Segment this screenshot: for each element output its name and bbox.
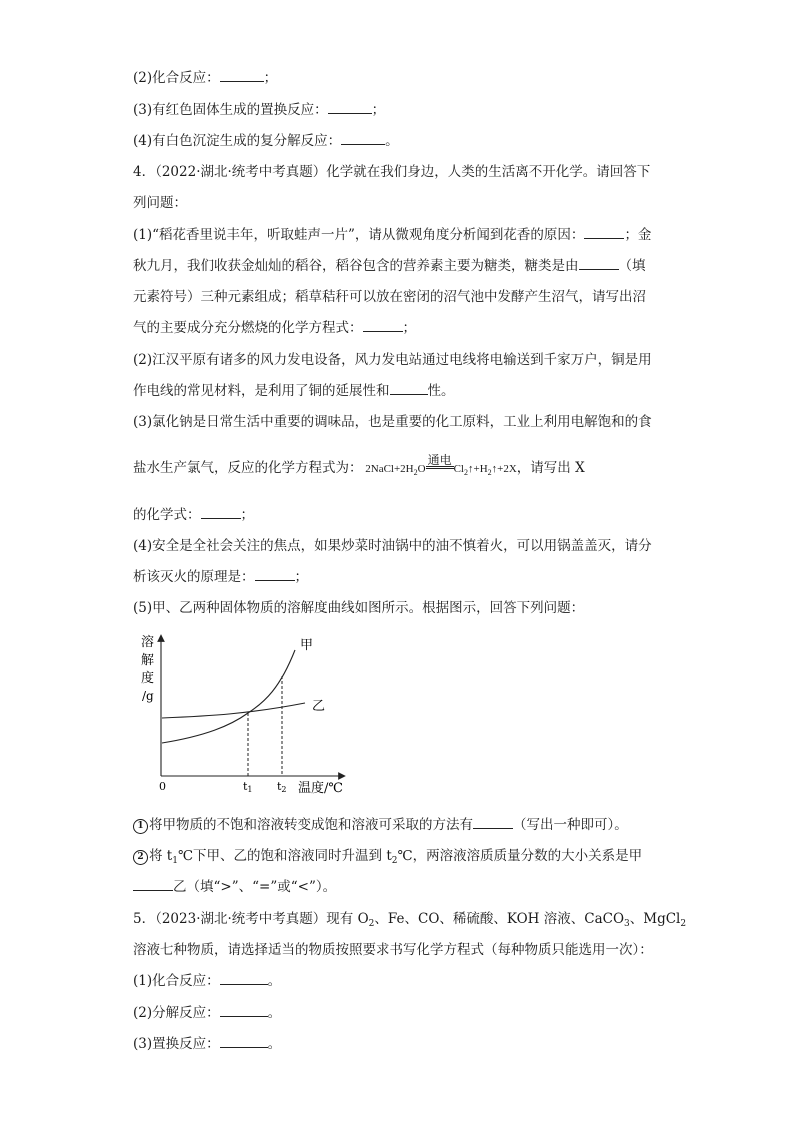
q5-heading-line1: 5．（2023·湖北·统考中考真题）现有 $O_2$、Fe、CO、稀硫酸、KOH 溶液、CaCO$_3$、MgCl$_2$ — [133, 911, 687, 929]
q4-p3-text: 盐水生产氯气，反应的化学方程式为： — [133, 460, 363, 476]
answer-blank[interactable] — [341, 132, 385, 145]
series-jia-curve — [162, 650, 295, 743]
q5-item-2 — [133, 1004, 281, 1022]
q4-p3-tail: ，请写出 X — [516, 460, 585, 476]
y-axis-label-1: 溶 — [141, 635, 155, 650]
q4-sub2-text: ℃下甲、乙的饱和溶液同时升温到 t — [177, 848, 392, 864]
answer-blank[interactable] — [473, 816, 513, 829]
q4-heading-line1: 4．（2022·湖北·统考中考真题）化学就在我们身边，人类的生活离不开化学。请回答下 — [133, 164, 651, 180]
q5-item-1 — [133, 972, 281, 990]
q4-heading-line2: 列问题： — [133, 195, 187, 211]
circle-number-2: 2 — [133, 850, 148, 865]
answer-blank[interactable] — [579, 257, 619, 270]
q4-sub2-line2 — [133, 878, 336, 896]
q4-p4-line1: (4)安全是全社会关注的焦点，如果炒菜时油锅中的油不慎着火，可以用锅盖盖灭，请分 — [133, 538, 652, 554]
q4-sub2: 2 将 $t_1℃$下甲、乙的饱和溶液同时升温到 $t_2℃$，两溶液溶质质量分数的大小关系是甲 — [133, 847, 642, 870]
answer-blank[interactable] — [220, 1004, 268, 1017]
series-yi-curve — [162, 703, 305, 718]
reaction-arrow — [426, 453, 454, 472]
q4-p2-text: 作电线的常见材料，是利用了铜的延展性和 — [133, 383, 390, 399]
q4-p2-tail: 性。 — [427, 383, 455, 399]
q5-item-3-text: (3)置换反应： — [133, 1036, 220, 1052]
q4-p1-tail: （填 — [618, 258, 646, 274]
q5-heading-text: 、MgCl — [629, 911, 681, 927]
answer-blank[interactable] — [255, 568, 295, 581]
q4-p3-line3 — [133, 506, 254, 524]
q4-p1-line1 — [133, 226, 651, 244]
q4-sub2-tail: 乙（填“>”、“=”或“<”）。 — [173, 879, 337, 895]
q4-p2-line2 — [133, 382, 455, 400]
y-axis-label-3: 度 — [141, 671, 155, 686]
answer-blank[interactable] — [328, 101, 372, 114]
q5-item-2-text: (2)分解反应： — [133, 1005, 220, 1021]
y-axis-label-4: /g — [142, 689, 154, 703]
q4-p1-line3: 元素符号）三种元素组成；稻草秸秆可以放在密闭的沼气池中发酵产生沼气，请写出沼 — [133, 289, 646, 305]
semicolon: ； — [371, 102, 386, 118]
semicolon: ； — [263, 70, 278, 86]
q3-item-4-text: (4)有白色沉淀生成的复分解反应： — [133, 133, 342, 149]
q4-sub2-text: 将 t — [149, 848, 173, 864]
series-jia-label: 甲 — [300, 638, 314, 653]
period: 。 — [385, 133, 399, 149]
q4-sub1-tail: （写出一种即可）。 — [513, 817, 628, 833]
t2-tick-label: t2 — [277, 780, 287, 794]
q3-item-2-text: (2)化合反应： — [133, 70, 220, 86]
semicolon: ； — [294, 569, 308, 585]
answer-blank[interactable] — [220, 972, 268, 985]
q4-p3-line1: (3)氯化钠是日常生活中重要的调味品，也是重要的化工原料，工业上利用电解饱和的食 — [133, 414, 652, 430]
q4-p3-text: 的化学式： — [133, 507, 201, 523]
q4-sub1 — [133, 816, 628, 834]
t1-tick-label: t1 — [243, 780, 253, 794]
q5-item-1-text: (1)化合反应： — [133, 973, 220, 989]
answer-blank[interactable] — [363, 319, 403, 332]
semicolon: ； — [240, 507, 254, 523]
answer-blank[interactable] — [584, 226, 624, 239]
period: 。 — [267, 973, 282, 989]
q4-p4-line2 — [133, 568, 308, 586]
q4-sub2-text: ℃，两溶液溶质质量分数的大小关系是甲 — [397, 848, 643, 864]
q4-sub1-text: 将甲物质的不饱和溶液转变成饱和溶液可采取的方法有 — [149, 817, 473, 833]
answer-blank[interactable] — [201, 506, 241, 519]
q4-p1-text: 气的主要成分充分燃烧的化学方程式： — [133, 320, 363, 336]
answer-blank[interactable] — [220, 69, 264, 82]
q4-p1-tail: ；金 — [624, 227, 652, 243]
q4-p1-text: (1)“稻花香里说丰年，听取蛙声一片”，请从微观角度分析闻到花香的原因： — [133, 227, 585, 243]
period: 。 — [267, 1005, 282, 1021]
chemical-equation: $2NaCl+2H_2O$ 通电 $Cl_2↑+H_2↑+2X$ — [362, 453, 517, 477]
q3-item-3 — [133, 101, 385, 119]
answer-blank[interactable] — [220, 1035, 268, 1048]
q4-p4-text: 析该灭火的原理是： — [133, 569, 255, 585]
solubility-chart — [130, 628, 360, 803]
q4-p1-line2 — [133, 257, 646, 275]
q3-item-4 — [133, 132, 399, 150]
circle-number-1: 1 — [133, 819, 148, 834]
q4-p1-line4 — [133, 319, 416, 337]
answer-blank[interactable] — [390, 382, 428, 395]
reaction-condition: 通电 — [427, 453, 452, 467]
origin-label: 0 — [159, 780, 166, 793]
series-yi-label: 乙 — [312, 699, 326, 714]
q4-p3-line2 — [133, 453, 585, 482]
q5-heading-text: 5．（2023·湖北·统考中考真题）现有 O — [133, 911, 369, 927]
semicolon: ； — [402, 320, 416, 336]
y-axis-label-2: 解 — [141, 653, 155, 668]
q3-item-2 — [133, 69, 277, 87]
q5-heading-line2: 溶液七种物质，请选择适当的物质按照要求书写化学方程式（每种物质只能选用一次）： — [133, 942, 653, 958]
q4-p2-line1: (2)江汉平原有诸多的风力发电设备，风力发电站通过电线将电输送到千家万户，铜是用 — [133, 352, 652, 368]
x-axis-label: 温度/℃ — [298, 781, 343, 796]
answer-blank[interactable] — [133, 878, 173, 891]
q4-p5-line1: (5)甲、乙两种固体物质的溶解度曲线如图所示。根据图示，回答下列问题： — [133, 600, 585, 616]
q4-p1-text: 秋九月，我们收获金灿灿的稻谷，稻谷包含的营养素主要为糖类，糖类是由 — [133, 258, 579, 274]
q3-item-3-text: (3)有红色固体生成的置换反应： — [133, 102, 328, 118]
q5-heading-text: 、Fe、CO、稀硫酸、KOH 溶液、CaCO — [374, 911, 625, 927]
period: 。 — [267, 1036, 282, 1052]
q5-item-3 — [133, 1035, 281, 1053]
